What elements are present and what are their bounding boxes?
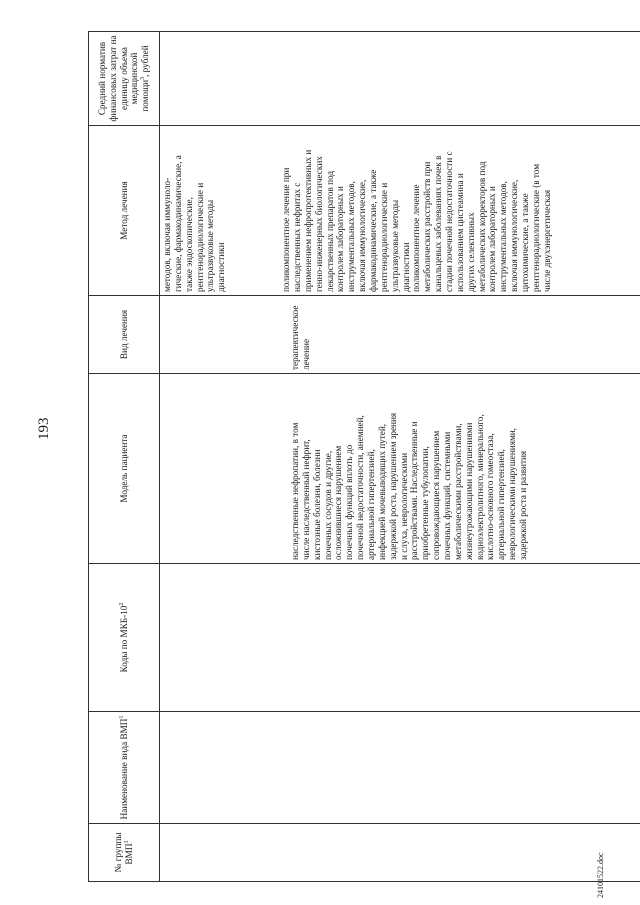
header-vmp-name: Наименование вида ВМП$^1$ (89, 712, 160, 824)
table-header-row (89, 32, 160, 882)
header-mkb-codes: Коды по МКБ-$10^2$ (89, 564, 160, 712)
page-number: 193 (36, 417, 52, 440)
vmp-table (88, 31, 640, 882)
patient-model-text: наследственные нефропатии, в том числе наследственный нефрит, кистозные болезни, болезни почечных сосудов и другие, осложнившиеся нарушением почечных функций вплоть до почечной недостаточности, анемией, артериальной гипертензией, инфекцией мочевыводящих путей, задержкой роста, нарушением зрения и слуха, неврологическими расстройствами. Наследственные и приобретенные тубулопатии, сопровождающиеся нарушением почечных функций, системными метаболическими расстройствами, жизнеугрожающими нарушениями водноэлектролитного, минерального, кислотно-основного гомеостаза, артериальной гипертензией, неврологическими нарушениями, задержкой роста и развития (290, 412, 529, 560)
cell-group-number (160, 824, 640, 882)
header-treatment-method: Метод лечения (89, 126, 160, 296)
cell-treatment-type (160, 296, 640, 374)
treatment-method-text-1: методов, включая иммуноло- гические, фармакодинамические, а также эндоскопические, рентгенорадиологические и ультразвуковые методы диагностики (162, 155, 227, 292)
header-group-number: № группы ВМП$^1$ (89, 824, 160, 882)
cell-patient-model (160, 374, 640, 564)
treatment-method-text-2: поликомпонентное лечение при наследственных нефритах с применением нефропротективных и генно-инженерных биологических лекарственных препаратов под контролем лабораторных и инструментальных методов, включая иммунологические, фармакодинамические, а также рентгенорадиологические и ультразвуковые методы диагностики поликомпонентное лечение метаболических расстройств при канальцевых заболеваниях почек в стадии почечной недостаточности с использованием цистеамина и других селективных метаболических корректоров под контролем лабораторных и инструментальных методов, включая иммунологические, цитохимические, а также рентгенорадиологические (в том числе двухэнергетическая (281, 149, 552, 292)
cell-average-cost (160, 32, 640, 126)
cell-vmp-name (160, 712, 640, 824)
header-patient-model: Модель пациента (89, 374, 160, 564)
document-id: 24101522.doc (596, 852, 605, 898)
cell-mkb-codes (160, 564, 640, 712)
table-row (160, 32, 640, 882)
vmp-table-container (88, 32, 626, 882)
cell-treatment-method (160, 126, 640, 296)
header-treatment-type: Вид лечения (89, 296, 160, 374)
header-average-cost: Средний норматив финансовых затрат на единицу объема медицинской помощи$^3$, рублей (89, 32, 160, 126)
treatment-type-text: терапевтическое лечение (290, 305, 311, 370)
